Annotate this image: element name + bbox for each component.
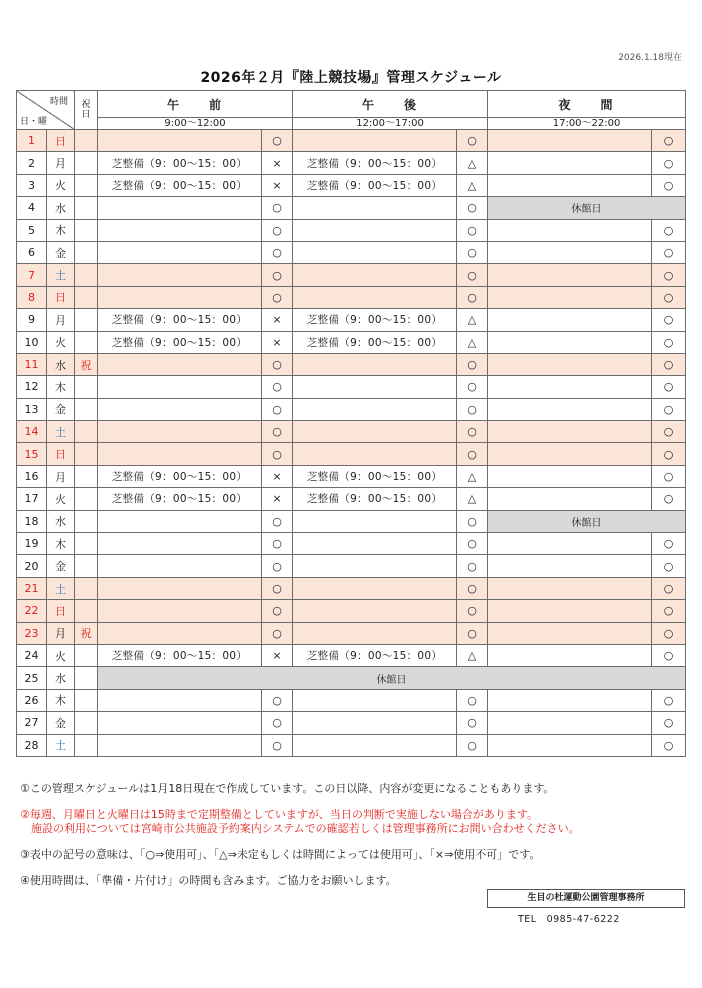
day-cell: 28 bbox=[17, 734, 47, 756]
holiday-cell bbox=[75, 197, 98, 219]
morning-status: ○ bbox=[262, 622, 293, 644]
morning-status: ○ bbox=[262, 398, 293, 420]
afternoon-note bbox=[293, 689, 457, 711]
note-3: ③表中の記号の意味は、「○⇒使用可」、「△⇒未定もしくは時間によっては使用可」、「×⇒使用不可」です。 bbox=[20, 848, 541, 861]
morning-note: 芝整備（9：00～15：00） bbox=[98, 152, 262, 174]
weekday-cell: 金 bbox=[47, 241, 75, 263]
morning-status: ○ bbox=[262, 443, 293, 465]
afternoon-note bbox=[293, 510, 457, 532]
table-row bbox=[17, 488, 686, 510]
holiday-cell bbox=[75, 644, 98, 666]
afternoon-note bbox=[293, 241, 457, 263]
morning-status: ○ bbox=[262, 712, 293, 734]
holiday-cell bbox=[75, 421, 98, 443]
morning-note bbox=[98, 712, 262, 734]
afternoon-note bbox=[293, 734, 457, 756]
afternoon-status: ○ bbox=[457, 712, 488, 734]
afternoon-status: ○ bbox=[457, 600, 488, 622]
afternoon-note bbox=[293, 443, 457, 465]
evening-note bbox=[488, 264, 652, 286]
holiday-cell bbox=[75, 465, 98, 487]
holiday-cell bbox=[75, 689, 98, 711]
evening-note bbox=[488, 533, 652, 555]
weekday-cell: 日 bbox=[47, 600, 75, 622]
note-4: ④使用時間は、「準備・片付け」の時間も含みます。ご協力をお願いします。 bbox=[20, 874, 397, 887]
morning-note bbox=[98, 398, 262, 420]
holiday-cell bbox=[75, 174, 98, 196]
table-row bbox=[17, 152, 686, 174]
evening-status: ○ bbox=[652, 264, 686, 286]
weekday-cell: 水 bbox=[47, 667, 75, 689]
day-cell: 7 bbox=[17, 264, 47, 286]
afternoon-status: △ bbox=[457, 644, 488, 666]
table-row bbox=[17, 264, 686, 286]
holiday-cell bbox=[75, 376, 98, 398]
morning-status: × bbox=[262, 309, 293, 331]
morning-note bbox=[98, 510, 262, 532]
holiday-cell bbox=[75, 443, 98, 465]
evening-note bbox=[488, 353, 652, 375]
weekday-cell: 月 bbox=[47, 152, 75, 174]
morning-status: ○ bbox=[262, 510, 293, 532]
afternoon-status: △ bbox=[457, 465, 488, 487]
holiday-cell bbox=[75, 510, 98, 532]
evening-status: ○ bbox=[652, 689, 686, 711]
morning-status: ○ bbox=[262, 376, 293, 398]
evening-note bbox=[488, 286, 652, 308]
holiday-cell bbox=[75, 309, 98, 331]
afternoon-status: ○ bbox=[457, 443, 488, 465]
day-cell: 11 bbox=[17, 353, 47, 375]
morning-note bbox=[98, 577, 262, 599]
day-cell: 1 bbox=[17, 130, 47, 152]
table-row bbox=[17, 421, 686, 443]
evening-status: ○ bbox=[652, 555, 686, 577]
day-cell: 21 bbox=[17, 577, 47, 599]
table-row bbox=[17, 443, 686, 465]
morning-note: 芝整備（9：00～15：00） bbox=[98, 174, 262, 196]
table-row bbox=[17, 376, 686, 398]
day-cell: 5 bbox=[17, 219, 47, 241]
morning-status: ○ bbox=[262, 734, 293, 756]
evening-status: ○ bbox=[652, 622, 686, 644]
table-row bbox=[17, 241, 686, 263]
weekday-cell: 月 bbox=[47, 309, 75, 331]
evening-status: ○ bbox=[652, 331, 686, 353]
table-row bbox=[17, 644, 686, 666]
afternoon-status: △ bbox=[457, 488, 488, 510]
morning-note bbox=[98, 376, 262, 398]
weekday-cell: 木 bbox=[47, 533, 75, 555]
day-cell: 16 bbox=[17, 465, 47, 487]
morning-status: × bbox=[262, 488, 293, 510]
afternoon-status: △ bbox=[457, 331, 488, 353]
evening-note bbox=[488, 488, 652, 510]
morning-note bbox=[98, 421, 262, 443]
evening-note bbox=[488, 734, 652, 756]
table-row bbox=[17, 667, 686, 689]
holiday-cell bbox=[75, 533, 98, 555]
weekday-cell: 金 bbox=[47, 555, 75, 577]
afternoon-status: ○ bbox=[457, 219, 488, 241]
table-row bbox=[17, 734, 686, 756]
morning-note bbox=[98, 734, 262, 756]
day-cell: 23 bbox=[17, 622, 47, 644]
evening-note bbox=[488, 241, 652, 263]
afternoon-note: 芝整備（9：00～15：00） bbox=[293, 644, 457, 666]
morning-note bbox=[98, 555, 262, 577]
evening-note bbox=[488, 174, 652, 196]
evening-status: ○ bbox=[652, 600, 686, 622]
morning-note: 芝整備（9：00～15：00） bbox=[98, 465, 262, 487]
day-cell: 12 bbox=[17, 376, 47, 398]
header-date-time-cell bbox=[17, 91, 75, 130]
holiday-cell bbox=[75, 219, 98, 241]
weekday-cell: 金 bbox=[47, 712, 75, 734]
evening-note bbox=[488, 577, 652, 599]
morning-status: ○ bbox=[262, 421, 293, 443]
table-row bbox=[17, 130, 686, 152]
evening-status: ○ bbox=[652, 219, 686, 241]
evening-status: ○ bbox=[652, 353, 686, 375]
holiday-cell bbox=[75, 398, 98, 420]
day-cell: 13 bbox=[17, 398, 47, 420]
afternoon-note bbox=[293, 264, 457, 286]
afternoon-status: ○ bbox=[457, 398, 488, 420]
header-time-label: 時間 bbox=[49, 97, 68, 107]
holiday-cell bbox=[75, 488, 98, 510]
weekday-cell: 日 bbox=[47, 286, 75, 308]
morning-note bbox=[98, 622, 262, 644]
afternoon-note bbox=[293, 555, 457, 577]
morning-note bbox=[98, 219, 262, 241]
morning-status: ○ bbox=[262, 130, 293, 152]
weekday-cell: 木 bbox=[47, 219, 75, 241]
evening-status: ○ bbox=[652, 421, 686, 443]
office-name: 生目の杜運動公園管理事務所 bbox=[487, 889, 685, 908]
office-tel: TEL 0985-47-6222 bbox=[518, 914, 620, 925]
header-morning-time: 9:00～12:00 bbox=[98, 118, 293, 130]
afternoon-note: 芝整備（9：00～15：00） bbox=[293, 488, 457, 510]
afternoon-note bbox=[293, 286, 457, 308]
evening-note bbox=[488, 644, 652, 666]
weekday-cell: 水 bbox=[47, 197, 75, 219]
afternoon-status: ○ bbox=[457, 130, 488, 152]
holiday-cell bbox=[75, 667, 98, 689]
afternoon-status: ○ bbox=[457, 197, 488, 219]
afternoon-status: △ bbox=[457, 309, 488, 331]
day-cell: 10 bbox=[17, 331, 47, 353]
table-row bbox=[17, 533, 686, 555]
holiday-cell bbox=[75, 130, 98, 152]
day-cell: 26 bbox=[17, 689, 47, 711]
afternoon-status: ○ bbox=[457, 555, 488, 577]
weekday-cell: 木 bbox=[47, 376, 75, 398]
evening-note bbox=[488, 622, 652, 644]
afternoon-status: △ bbox=[457, 152, 488, 174]
afternoon-status: ○ bbox=[457, 510, 488, 532]
morning-status: ○ bbox=[262, 353, 293, 375]
afternoon-note: 芝整備（9：00～15：00） bbox=[293, 309, 457, 331]
table-row bbox=[17, 398, 686, 420]
day-cell: 25 bbox=[17, 667, 47, 689]
morning-status: ○ bbox=[262, 241, 293, 263]
afternoon-note bbox=[293, 197, 457, 219]
evening-status: ○ bbox=[652, 174, 686, 196]
table-row bbox=[17, 600, 686, 622]
holiday-cell bbox=[75, 600, 98, 622]
header-afternoon-time: 12:00～17:00 bbox=[293, 118, 488, 130]
weekday-cell: 月 bbox=[47, 465, 75, 487]
table-row bbox=[17, 689, 686, 711]
day-cell: 8 bbox=[17, 286, 47, 308]
evening-status: ○ bbox=[652, 644, 686, 666]
morning-note bbox=[98, 197, 262, 219]
day-cell: 18 bbox=[17, 510, 47, 532]
holiday-cell bbox=[75, 264, 98, 286]
holiday-cell bbox=[75, 286, 98, 308]
evening-status: ○ bbox=[652, 443, 686, 465]
afternoon-note bbox=[293, 353, 457, 375]
weekday-cell: 日 bbox=[47, 443, 75, 465]
afternoon-status: △ bbox=[457, 174, 488, 196]
day-cell: 27 bbox=[17, 712, 47, 734]
morning-note bbox=[98, 130, 262, 152]
evening-status: ○ bbox=[652, 376, 686, 398]
evening-note bbox=[488, 331, 652, 353]
evening-note bbox=[488, 130, 652, 152]
header-morning: 午 前 bbox=[98, 91, 293, 118]
morning-note: 芝整備（9：00～15：00） bbox=[98, 644, 262, 666]
weekday-cell: 土 bbox=[47, 264, 75, 286]
holiday-cell bbox=[75, 152, 98, 174]
morning-status: ○ bbox=[262, 600, 293, 622]
evening-note bbox=[488, 219, 652, 241]
header-evening-time: 17:00～22:00 bbox=[488, 118, 686, 130]
afternoon-note bbox=[293, 600, 457, 622]
morning-status: × bbox=[262, 644, 293, 666]
evening-note bbox=[488, 443, 652, 465]
weekday-cell: 土 bbox=[47, 734, 75, 756]
page-title: 2026年２月『陸上競技場』管理スケジュール bbox=[200, 70, 502, 86]
evening-note bbox=[488, 309, 652, 331]
morning-status: ○ bbox=[262, 577, 293, 599]
schedule-table bbox=[16, 90, 686, 757]
afternoon-status: ○ bbox=[457, 622, 488, 644]
morning-note bbox=[98, 533, 262, 555]
table-row bbox=[17, 510, 686, 532]
morning-status: ○ bbox=[262, 533, 293, 555]
morning-note bbox=[98, 689, 262, 711]
table-row bbox=[17, 555, 686, 577]
evening-status: ○ bbox=[652, 241, 686, 263]
afternoon-status: ○ bbox=[457, 689, 488, 711]
evening-note bbox=[488, 376, 652, 398]
weekday-cell: 土 bbox=[47, 577, 75, 599]
evening-note bbox=[488, 600, 652, 622]
holiday-cell bbox=[75, 241, 98, 263]
day-cell: 3 bbox=[17, 174, 47, 196]
weekday-cell: 火 bbox=[47, 331, 75, 353]
day-cell: 17 bbox=[17, 488, 47, 510]
morning-status: ○ bbox=[262, 219, 293, 241]
afternoon-note bbox=[293, 130, 457, 152]
afternoon-status: ○ bbox=[457, 286, 488, 308]
table-row bbox=[17, 353, 686, 375]
morning-note bbox=[98, 600, 262, 622]
evening-note bbox=[488, 689, 652, 711]
holiday-cell bbox=[75, 712, 98, 734]
morning-note bbox=[98, 353, 262, 375]
weekday-cell: 水 bbox=[47, 510, 75, 532]
morning-status: ○ bbox=[262, 555, 293, 577]
evening-note bbox=[488, 398, 652, 420]
day-cell: 20 bbox=[17, 555, 47, 577]
morning-status: ○ bbox=[262, 197, 293, 219]
weekday-cell: 木 bbox=[47, 689, 75, 711]
evening-note bbox=[488, 465, 652, 487]
note-2a: ②毎週、月曜日と火曜日は15時まで定期整備としていますが、当日の判断で実施しない場合があります。 bbox=[20, 808, 538, 821]
table-row bbox=[17, 331, 686, 353]
evening-status: ○ bbox=[652, 152, 686, 174]
morning-note: 芝整備（9：00～15：00） bbox=[98, 331, 262, 353]
afternoon-status: ○ bbox=[457, 241, 488, 263]
afternoon-note: 芝整備（9：00～15：00） bbox=[293, 465, 457, 487]
weekday-cell: 土 bbox=[47, 421, 75, 443]
as-of-date: 2026.1.18現在 bbox=[618, 53, 682, 63]
header-holiday: 祝日 bbox=[75, 91, 98, 130]
afternoon-note: 芝整備（9：00～15：00） bbox=[293, 152, 457, 174]
weekday-cell: 火 bbox=[47, 174, 75, 196]
day-cell: 19 bbox=[17, 533, 47, 555]
morning-note bbox=[98, 443, 262, 465]
evening-status: ○ bbox=[652, 577, 686, 599]
afternoon-note bbox=[293, 398, 457, 420]
evening-status: ○ bbox=[652, 286, 686, 308]
table-row bbox=[17, 465, 686, 487]
holiday-cell bbox=[75, 555, 98, 577]
day-cell: 24 bbox=[17, 644, 47, 666]
day-cell: 6 bbox=[17, 241, 47, 263]
holiday-cell bbox=[75, 577, 98, 599]
afternoon-note bbox=[293, 533, 457, 555]
afternoon-status: ○ bbox=[457, 353, 488, 375]
note-2b: 施設の利用については宮崎市公共施設予約案内システムでの確認若しくは管理事務所にお問い合わせください。 bbox=[20, 822, 580, 835]
afternoon-note bbox=[293, 421, 457, 443]
table-row bbox=[17, 197, 686, 219]
evening-closed: 休館日 bbox=[488, 197, 686, 219]
day-cell: 2 bbox=[17, 152, 47, 174]
holiday-cell: 祝 bbox=[75, 353, 98, 375]
evening-status: ○ bbox=[652, 130, 686, 152]
morning-status: × bbox=[262, 465, 293, 487]
morning-note: 芝整備（9：00～15：00） bbox=[98, 309, 262, 331]
day-cell: 22 bbox=[17, 600, 47, 622]
weekday-cell: 火 bbox=[47, 644, 75, 666]
afternoon-status: ○ bbox=[457, 376, 488, 398]
afternoon-status: ○ bbox=[457, 734, 488, 756]
table-row bbox=[17, 174, 686, 196]
weekday-cell: 火 bbox=[47, 488, 75, 510]
table-row bbox=[17, 219, 686, 241]
afternoon-note bbox=[293, 376, 457, 398]
weekday-cell: 日 bbox=[47, 130, 75, 152]
weekday-cell: 水 bbox=[47, 353, 75, 375]
header-evening: 夜 間 bbox=[488, 91, 686, 118]
evening-status: ○ bbox=[652, 533, 686, 555]
afternoon-status: ○ bbox=[457, 264, 488, 286]
day-cell: 9 bbox=[17, 309, 47, 331]
evening-status: ○ bbox=[652, 488, 686, 510]
afternoon-note: 芝整備（9：00～15：00） bbox=[293, 331, 457, 353]
morning-status: ○ bbox=[262, 689, 293, 711]
evening-note bbox=[488, 421, 652, 443]
morning-status: × bbox=[262, 174, 293, 196]
morning-status: ○ bbox=[262, 264, 293, 286]
day-cell: 4 bbox=[17, 197, 47, 219]
afternoon-note bbox=[293, 712, 457, 734]
afternoon-status: ○ bbox=[457, 577, 488, 599]
holiday-cell bbox=[75, 734, 98, 756]
afternoon-note bbox=[293, 577, 457, 599]
weekday-cell: 金 bbox=[47, 398, 75, 420]
note-1: ①この管理スケジュールは1月18日現在で作成しています。この日以降、内容が変更になることもあります。 bbox=[20, 782, 555, 795]
table-row bbox=[17, 712, 686, 734]
header-afternoon: 午 後 bbox=[293, 91, 488, 118]
holiday-cell: 祝 bbox=[75, 622, 98, 644]
evening-status: ○ bbox=[652, 465, 686, 487]
afternoon-status: ○ bbox=[457, 533, 488, 555]
evening-note bbox=[488, 152, 652, 174]
evening-note bbox=[488, 555, 652, 577]
morning-status: ○ bbox=[262, 286, 293, 308]
table-row bbox=[17, 286, 686, 308]
table-row bbox=[17, 577, 686, 599]
day-cell: 15 bbox=[17, 443, 47, 465]
evening-status: ○ bbox=[652, 398, 686, 420]
table-row bbox=[17, 309, 686, 331]
morning-note bbox=[98, 241, 262, 263]
evening-closed: 休館日 bbox=[488, 510, 686, 532]
evening-note bbox=[488, 712, 652, 734]
evening-status: ○ bbox=[652, 309, 686, 331]
evening-status: ○ bbox=[652, 734, 686, 756]
morning-note bbox=[98, 286, 262, 308]
holiday-cell bbox=[75, 331, 98, 353]
header-date-label: 日・曜 bbox=[20, 117, 48, 127]
afternoon-note bbox=[293, 219, 457, 241]
morning-note: 芝整備（9：00～15：00） bbox=[98, 488, 262, 510]
afternoon-note bbox=[293, 622, 457, 644]
table-row bbox=[17, 622, 686, 644]
morning-status: × bbox=[262, 331, 293, 353]
weekday-cell: 月 bbox=[47, 622, 75, 644]
day-cell: 14 bbox=[17, 421, 47, 443]
closed-day-cell: 休館日 bbox=[98, 667, 686, 689]
morning-status: × bbox=[262, 152, 293, 174]
afternoon-status: ○ bbox=[457, 421, 488, 443]
morning-note bbox=[98, 264, 262, 286]
afternoon-note: 芝整備（9：00～15：00） bbox=[293, 174, 457, 196]
evening-status: ○ bbox=[652, 712, 686, 734]
